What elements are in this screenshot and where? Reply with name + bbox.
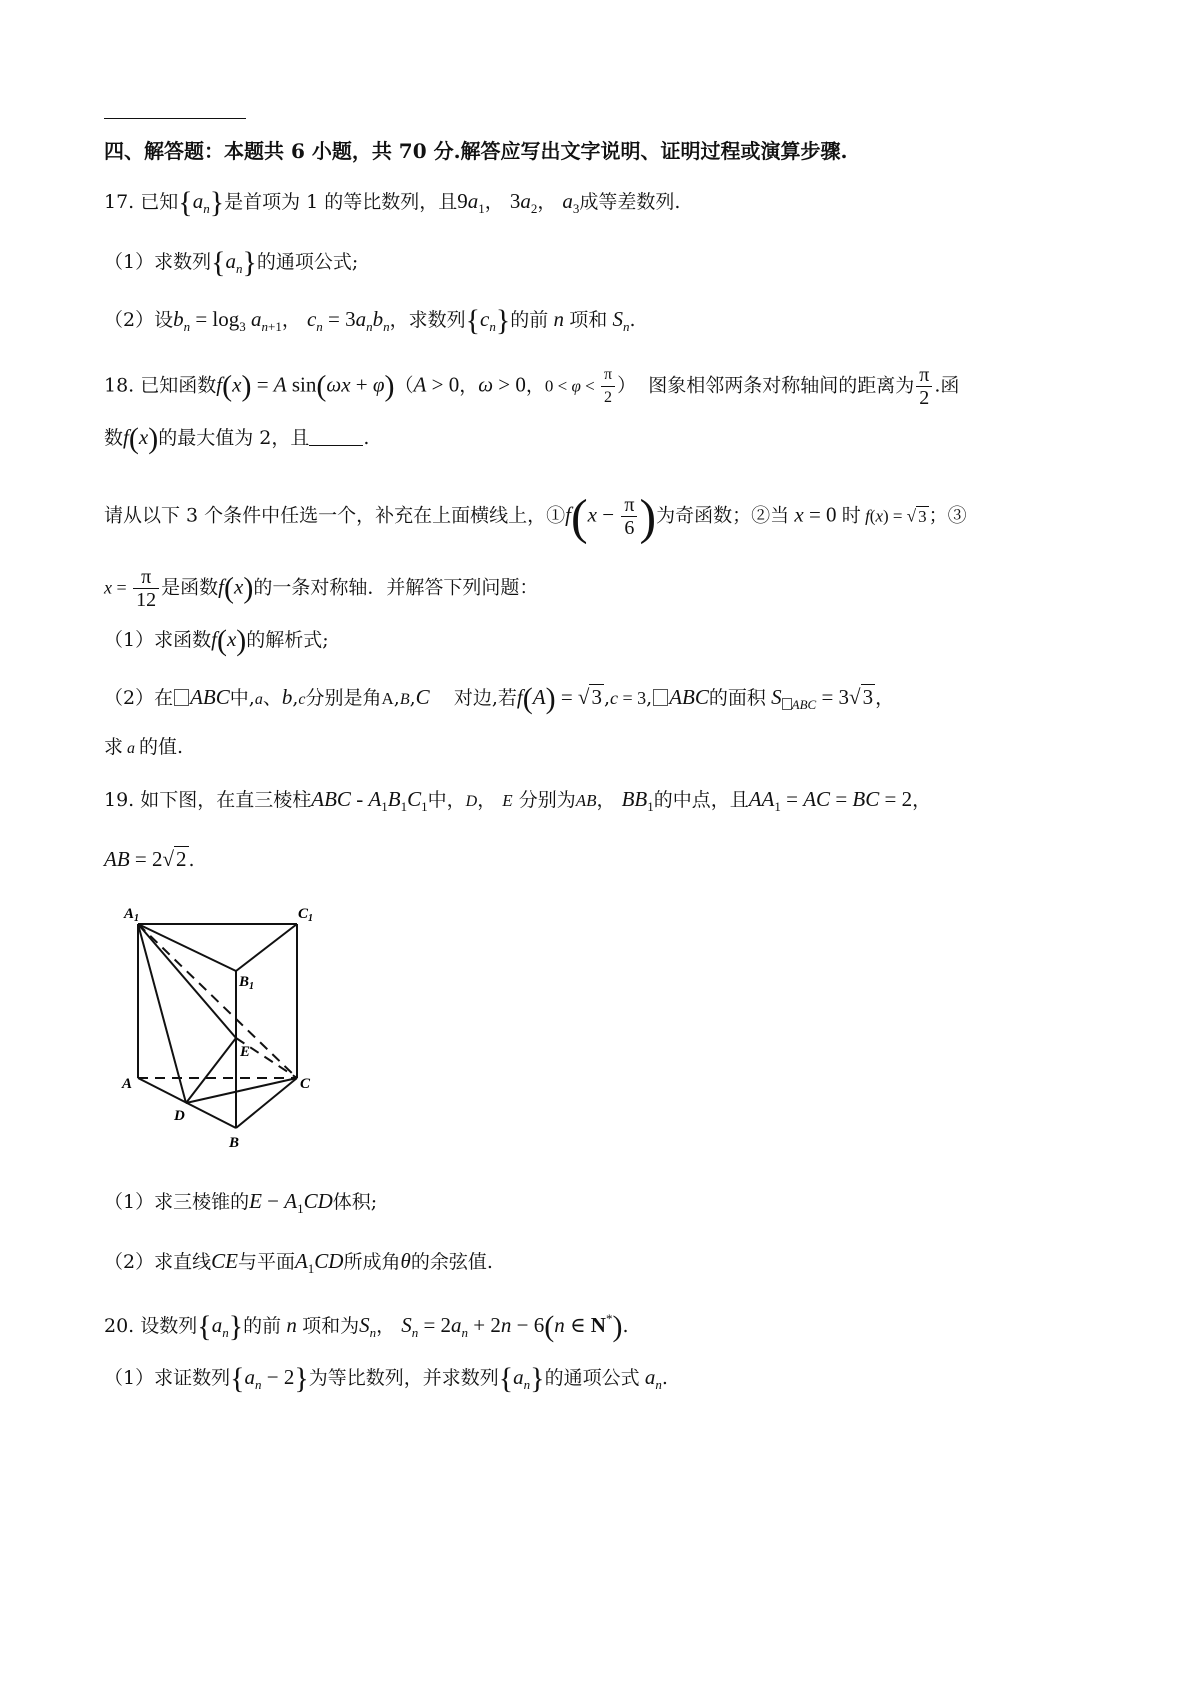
q18-part1: （1）求函数f(x)的解析式; <box>104 624 329 657</box>
text: 项和为 <box>302 1315 360 1337</box>
text: （1）求证数列 <box>104 1367 231 1389</box>
text: 求 <box>104 736 124 758</box>
text: ， <box>477 789 497 811</box>
answer-blank <box>309 427 363 446</box>
text: 对边,若 <box>453 687 517 709</box>
text: ， <box>484 191 504 213</box>
text: . <box>622 1315 629 1337</box>
text: 体积; <box>332 1191 378 1213</box>
q18-part2-line2: 求 a 的值. <box>104 736 184 758</box>
text: 的中点，且 <box>653 789 749 811</box>
q19-stem-line2: AB = 2√2 . <box>104 847 195 871</box>
text: （ <box>394 374 414 397</box>
text: ， <box>875 687 895 709</box>
text: 的面积 <box>708 687 766 709</box>
text: 的最大值为 2，且 <box>158 427 310 449</box>
q20-part1: （1）求证数列$\{a_n - 2\}$为等比数列，并求数列$\{a_n\}$的通项公式 $a_n$. <box>104 1362 668 1395</box>
text: ， <box>376 1315 396 1337</box>
label-d: D <box>174 1108 185 1124</box>
text: 的余弦值. <box>410 1251 493 1273</box>
section-heading: 四、解答题：本题共 6 小题，共 70 分.解答应写出文字说明、证明过程或演算步骤. <box>104 139 848 163</box>
text: 设数列 <box>140 1315 198 1337</box>
text: 中, <box>229 687 255 709</box>
label-b: B <box>229 1135 240 1151</box>
text: 与平面 <box>237 1251 295 1273</box>
edge-b1c1 <box>236 924 297 971</box>
text: （1）求三棱锥的 <box>104 1191 250 1213</box>
text: ；③ <box>928 504 967 527</box>
q19-stem: 19. 如下图，在直三棱柱ABC - $A_1B_1C_1$中，D， E 分别为AB， $BB_1$的中点，且$AA_1$ = AC = BC = 2， <box>104 787 932 814</box>
text: 时 <box>841 504 861 527</box>
q18-number: 18. <box>104 374 135 397</box>
q20-number: 20. <box>104 1315 135 1337</box>
brace: } <box>209 186 225 219</box>
text: （2）在 <box>104 687 174 709</box>
prism-figure <box>112 898 342 1158</box>
q20-stem: 20. 设数列$\{a_n\}$的前 n 项和为$S_n$， $S_n = 2a_n + 2n - 6(n$ ∈ N*). <box>104 1310 629 1343</box>
q18-stem: 18. 已知函数f(x) = A sin(ωx + φ)（A > 0，ω > 0，0 < φ < $\frac{\pi}{2}$ ） 图象相邻两条对称轴间的距离为 $\frac{\pi}{2}$ .函 <box>104 364 960 409</box>
text: 分别为 <box>518 789 576 811</box>
text: 、 <box>262 687 282 709</box>
text: , <box>292 687 299 709</box>
text: ， <box>459 374 479 397</box>
text: 的一条对称轴．并解答下列问题： <box>253 576 539 599</box>
label-e: E <box>240 1044 251 1060</box>
text: . <box>188 849 195 871</box>
text: 的值. <box>139 736 184 758</box>
text: （1）求函数 <box>104 629 212 651</box>
text: （2）求直线 <box>104 1251 212 1273</box>
label-b1: $B_1$ <box>239 974 255 992</box>
q18-axis: x = $\frac{\pi}{12}$ 是函数f(x)的一条对称轴．并解答下列问题： <box>104 566 539 611</box>
text: , <box>603 687 610 709</box>
top-rule <box>104 118 246 119</box>
text: 的通项公式; <box>256 251 359 273</box>
text: 的解析式; <box>246 629 329 651</box>
text: 分别是角 <box>305 687 382 709</box>
text: 成等差数列. <box>579 191 681 213</box>
q19-number: 19. <box>104 789 135 811</box>
text: . <box>661 1367 668 1389</box>
text: ） <box>617 374 637 397</box>
text: 已知函数 <box>140 374 217 397</box>
text: 已知 <box>140 191 179 213</box>
line-a1c-hidden <box>138 924 297 1078</box>
q19-part1: （1）求三棱锥的$E - A_1CD$体积; <box>104 1189 378 1216</box>
brace: { <box>178 186 193 219</box>
text: 数 <box>104 427 124 449</box>
label-a1: $A_1$ <box>124 906 140 924</box>
text: 所成角 <box>343 1251 401 1273</box>
text: 的前 <box>243 1315 282 1337</box>
edge-a1b1 <box>138 924 236 971</box>
label-a: A <box>122 1076 133 1092</box>
label-c1: $C_1$ <box>298 906 314 924</box>
text: 请从以下 3 个条件中任选一个，补充在上面横线上，① <box>104 504 566 527</box>
q17-part1: （1）求数列$\{a_n\}$的通项公式; <box>104 246 359 279</box>
q19-part2: （2）求直线CE与平面$A_1CD$所成角θ的余弦值. <box>104 1249 493 1276</box>
triangle-symbol <box>174 689 189 706</box>
text: ，求数列 <box>389 309 466 331</box>
text: 是首项为 1 的等比数列，且 <box>224 191 458 213</box>
q18-line2: 数f(x)的最大值为 2，且 . <box>104 422 370 455</box>
text: . <box>363 427 370 449</box>
text: ， <box>537 191 557 213</box>
text: ， <box>912 789 932 811</box>
text: 中， <box>427 789 466 811</box>
text: 项和 <box>569 309 608 331</box>
q17-part2: （2）设$b_n = \log_3 a_{n+1}$， $c_n = 3a_nb_n$，求数列$\{c_n\}$的前 n 项和 $S_n$. <box>104 304 636 337</box>
text: 的通项公式 <box>544 1367 640 1389</box>
text: 为等比数列，并求数列 <box>308 1367 499 1389</box>
text: .函 <box>934 374 960 397</box>
text: 图象相邻两条对称轴间的距离为 <box>648 374 915 397</box>
q18-part2: （2）在 ABC中,a、b,c分别是角A,B,C 对边,若f(A) = √3 ,c = 3, ABC的面积 S $_{ABC}$ = 3√3 ， <box>104 682 895 715</box>
text: ， <box>596 789 616 811</box>
text: （1）求数列 <box>104 251 212 273</box>
label-c: C <box>300 1076 311 1092</box>
triangle-symbol <box>653 689 668 706</box>
q17-stem: 17. 已知$\{a_n\}$是首项为 1 的等比数列，且$9a_1$， $3a_2$， $a_3$成等差数列. <box>104 186 681 219</box>
text: （2）设 <box>104 309 174 331</box>
text: 是函数 <box>161 576 219 599</box>
text: ， <box>525 374 545 397</box>
text: ， <box>281 309 301 331</box>
text: 为奇函数；②当 <box>656 504 790 527</box>
q18-choose: 请从以下 3 个条件中任选一个，补充在上面横线上，①f(x − $\frac{\pi}{6}$ )为奇函数；②当 x = 0 时 f(x) = √ 3 ；③ <box>104 488 967 545</box>
text: 的前 <box>510 309 549 331</box>
text: , <box>409 687 416 709</box>
text: 如下图，在直三棱柱 <box>140 789 312 811</box>
text: . <box>629 309 636 331</box>
text: , <box>393 687 400 709</box>
q17-number: 17. <box>104 191 135 213</box>
text: , <box>646 687 653 709</box>
text: A <box>381 689 394 708</box>
